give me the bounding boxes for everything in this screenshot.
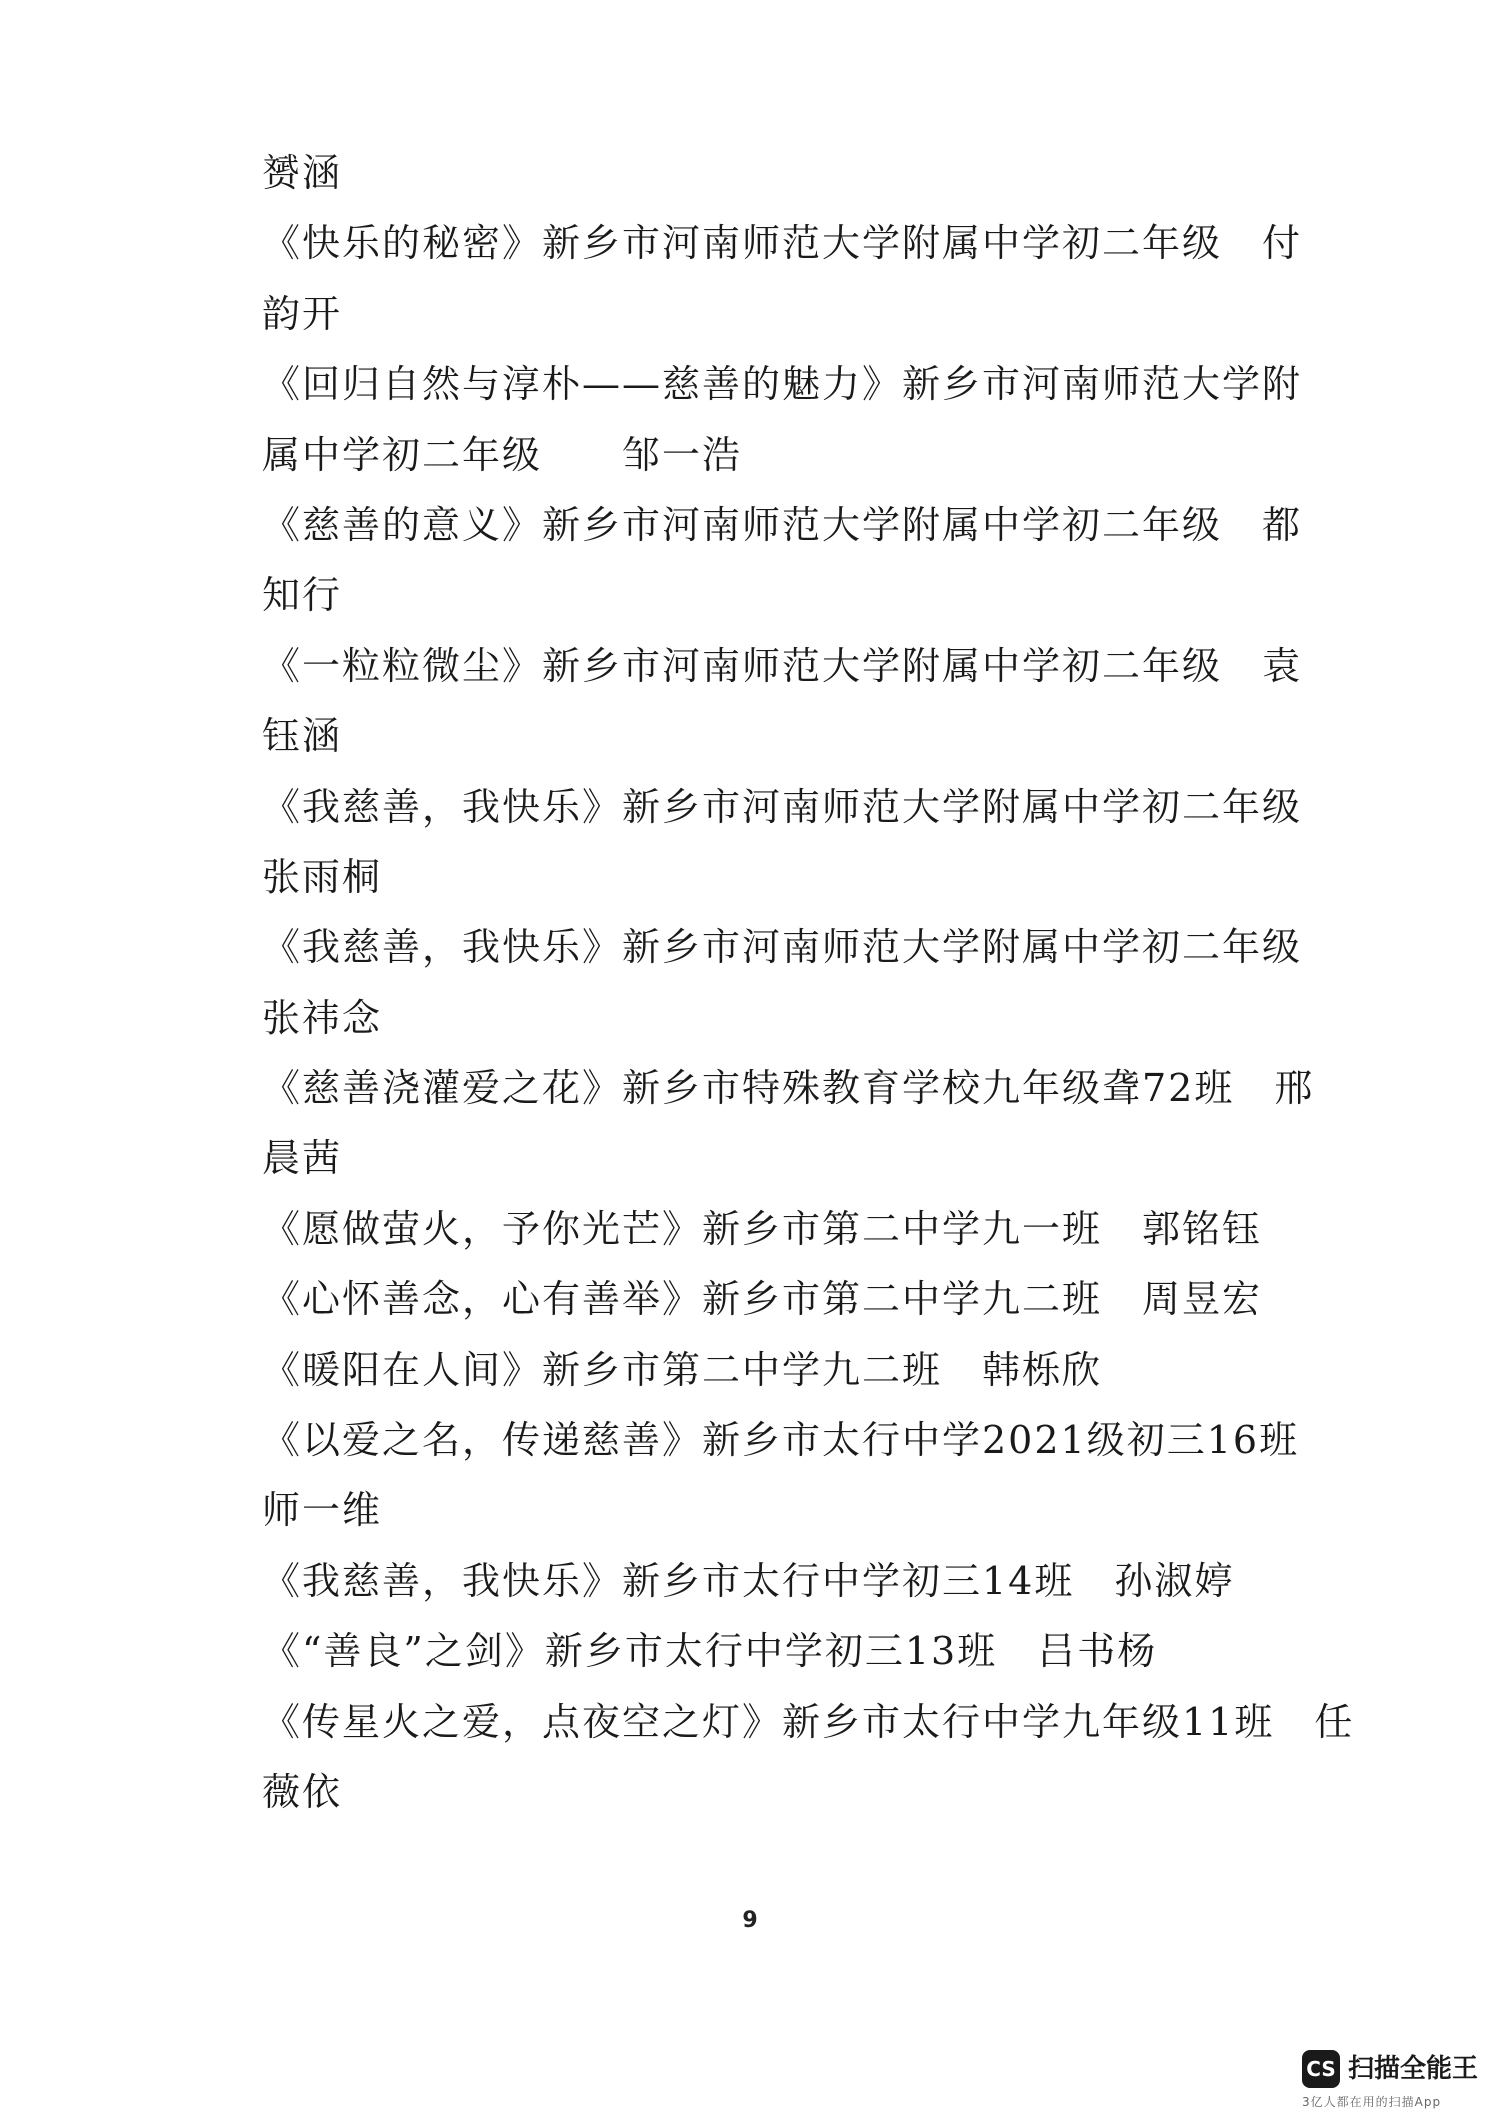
text-line: 《暖阳在人间》新乡市第二中学九二班 韩栎欣 [262,1347,1103,1392]
text-line: 师一维 [262,1488,383,1533]
text-line: 《快乐的秘密》新乡市河南师范大学附属中学初二年级 付 [262,221,1303,266]
text-line: 知行 [262,573,343,618]
scanner-watermark [1300,2046,1490,2116]
text-line: 钰涵 [262,714,343,759]
text-line: 属中学初二年级 邹一浩 [262,432,743,477]
text-line: 《传星火之爱，点夜空之灯》新乡市太行中学九年级11班 任 [262,1699,1355,1744]
cs-logo-icon: CS [1302,2050,1340,2088]
text-line: 晨茜 [262,1136,343,1181]
text-line: 张雨桐 [262,854,383,899]
text-line: 《“善良”之剑》新乡市太行中学初三13班 吕书杨 [262,1629,1158,1674]
text-line: 《愿做萤火，予你光芒》新乡市第二中学九一班 郭铭钰 [262,1206,1263,1251]
text-line: 张祎念 [262,995,383,1040]
watermark-tagline: 3亿人都在用的扫描App [1302,2095,1442,2109]
text-line: 《我慈善，我快乐》新乡市河南师范大学附属中学初二年级 [262,784,1303,829]
text-line: 《我慈善，我快乐》新乡市河南师范大学附属中学初二年级 [262,925,1303,970]
text-line: 《心怀善念，心有善举》新乡市第二中学九二班 周昱宏 [262,1277,1263,1322]
document-body [262,138,1355,1827]
watermark-app-name: 扫描全能王 [1348,2054,1479,2084]
text-line: 《回归自然与淳朴——慈善的魅力》新乡市河南师范大学附 [262,362,1303,407]
page-number: 9 [742,1908,758,1933]
text-line: 韵开 [262,291,343,336]
text-line: 《以爱之名，传递慈善》新乡市太行中学2021级初三16班 [262,1418,1300,1463]
text-line: 《慈善的意义》新乡市河南师范大学附属中学初二年级 都 [262,502,1303,547]
text-line: 《慈善浇灌爱之花》新乡市特殊教育学校九年级聋72班 邢 [262,1066,1315,1111]
text-line: 《我慈善，我快乐》新乡市太行中学初三14班 孙淑婷 [262,1558,1235,1603]
text-line: 赟涵 [262,151,343,195]
text-line: 《一粒粒微尘》新乡市河南师范大学附属中学初二年级 袁 [262,643,1303,688]
text-line: 薇依 [262,1769,343,1814]
